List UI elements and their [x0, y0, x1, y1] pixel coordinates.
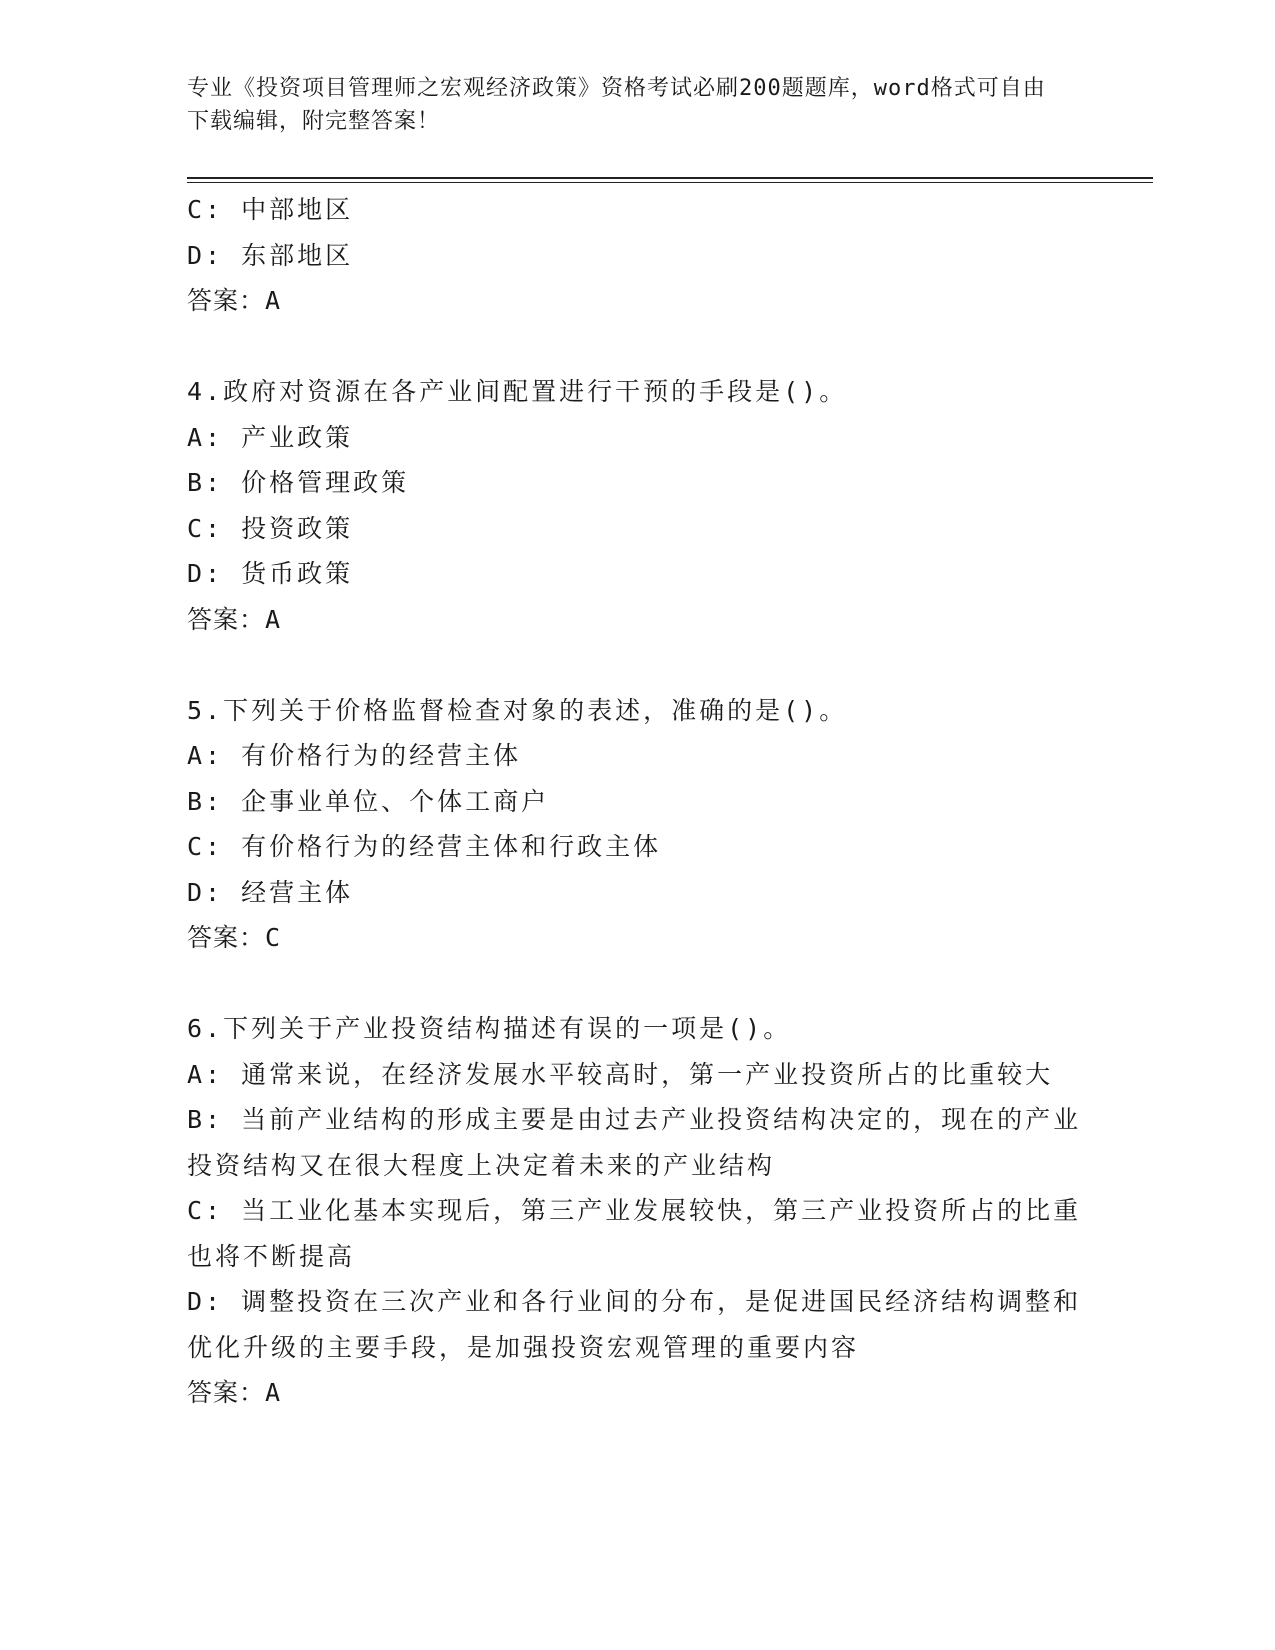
spacer	[187, 324, 1087, 370]
answer-line	[187, 278, 1087, 324]
answer-value: A	[265, 604, 284, 634]
question-list	[187, 187, 1087, 1416]
answer-value: C	[265, 923, 284, 952]
spacer	[187, 961, 1087, 1007]
answer-label: 答案：	[187, 923, 266, 952]
option-c: C: 有价格行为的经营主体和行政主体	[187, 832, 662, 861]
option-d: D: 货币政策	[187, 559, 354, 588]
question-block-6	[187, 1006, 1087, 1416]
option-b: B: 价格管理政策	[187, 468, 410, 497]
option-d: D: 调整投资在三次产业和各行业间的分布，是促进国民经济结构调整和优化升级的主要手段，是加强投资宏观管理的重要内容	[187, 1287, 1082, 1362]
question-stem: 6.下列关于产业投资结构描述有误的一项是()。	[187, 1014, 792, 1043]
option-d: D: 经营主体	[187, 877, 354, 907]
option-c: C: 中部地区	[187, 195, 354, 224]
question-block-4	[187, 369, 1087, 642]
option-d: D: 东部地区	[187, 240, 354, 270]
question-stem: 5.下列关于价格监督检查对象的表述，准确的是()。	[187, 695, 848, 725]
option-b: B: 当前产业结构的形成主要是由过去产业投资结构决定的，现在的产业投资结构又在很大程度上决定着未来的产业结构	[187, 1105, 1082, 1180]
option-a: A: 产业政策	[187, 422, 354, 452]
answer-value: A	[265, 1378, 284, 1407]
answer-line	[187, 1370, 1087, 1416]
option-c: C: 投资政策	[187, 513, 354, 543]
answer-label: 答案：	[187, 604, 266, 634]
header-divider	[187, 177, 1153, 179]
answer-label: 答案：	[187, 1378, 266, 1407]
spacer	[187, 642, 1087, 688]
answer-line	[187, 597, 1087, 643]
option-b: B: 企事业单位、个体工商户	[187, 786, 550, 816]
option-a: A: 有价格行为的经营主体	[187, 741, 522, 770]
answer-label: 答案：	[187, 286, 266, 315]
header-divider-thin	[187, 182, 1153, 183]
document-header: 专业《投资项目管理师之宏观经济政策》资格考试必刷200题题库，word格式可自由下载编辑，附完整答案！	[187, 76, 1046, 134]
option-a: A: 通常来说，在经济发展水平较高时，第一产业投资所占的比重较大	[187, 1059, 1054, 1089]
question-block-5	[187, 688, 1087, 961]
answer-value: A	[265, 286, 284, 315]
answer-line	[187, 915, 1087, 961]
question-stem: 4.政府对资源在各产业间配置进行干预的手段是()。	[187, 377, 848, 406]
question-block-3	[187, 187, 1087, 324]
option-c: C: 当工业化基本实现后，第三产业发展较快，第三产业投资所占的比重也将不断提高	[187, 1196, 1082, 1271]
